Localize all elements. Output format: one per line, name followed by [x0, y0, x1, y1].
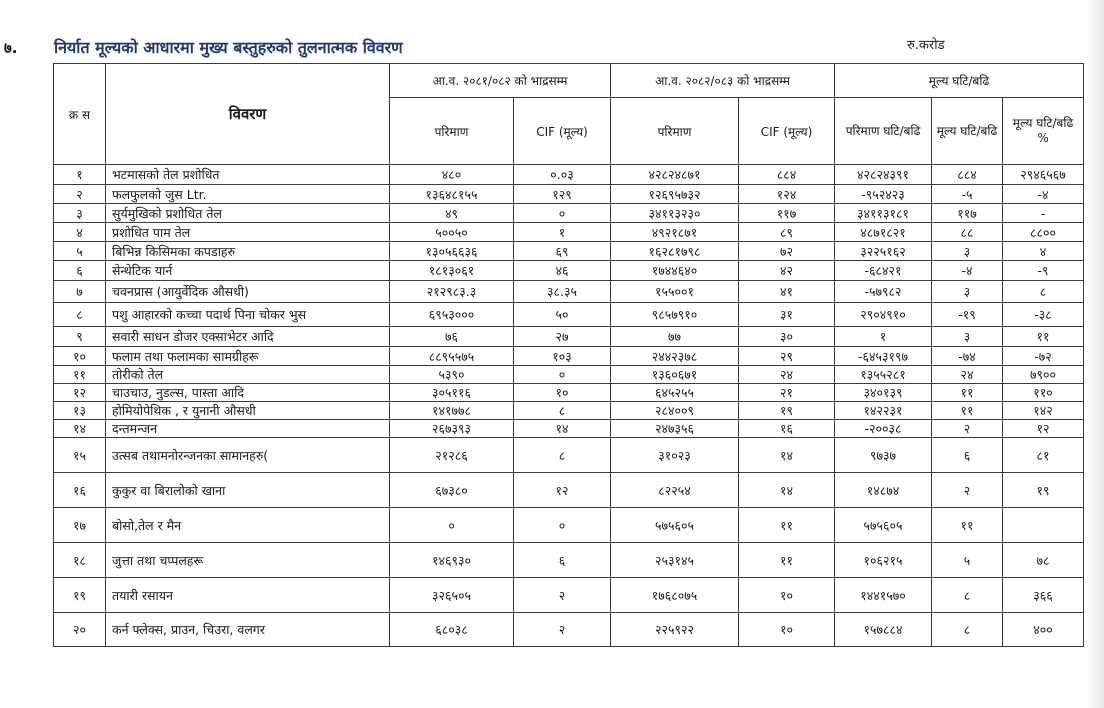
value-change-pct-cell: १९ [1003, 473, 1084, 508]
prev-qty-cell: ८८९५५७५ [390, 347, 514, 366]
qty-change-cell: -६८४२१ [835, 261, 932, 281]
description-cell: दन्तमन्जन [106, 420, 390, 438]
serial-cell: ६ [54, 261, 106, 281]
header-prev-qty: परिमाण [390, 98, 514, 165]
description-cell: फलाम तथा फलामका सामग्रीहरू [106, 347, 390, 366]
serial-cell: १७ [54, 508, 106, 543]
curr-qty-cell: १२६९५७३२ [611, 185, 739, 204]
prev-qty-cell: २६७३९३ [390, 420, 514, 438]
table-row [54, 578, 1084, 613]
value-change-cell: ८८४ [932, 165, 1003, 185]
qty-change-cell: -५७९८२ [835, 281, 932, 303]
value-change-cell: ५ [932, 543, 1003, 578]
curr-cif-cell: ८९ [739, 223, 835, 242]
curr-cif-cell: ४२ [739, 261, 835, 281]
qty-change-cell: २९०४९१० [835, 303, 932, 327]
value-change-cell: ३ [932, 327, 1003, 347]
prev-cif-cell: ४६ [514, 261, 611, 281]
value-change-pct-cell: ७८ [1003, 543, 1084, 578]
description-cell: तोरीको तेल [106, 366, 390, 384]
description-cell: सवारी साधन डोजर एक्साभेटर आदि [106, 327, 390, 347]
qty-change-cell: -२००३८ [835, 420, 932, 438]
value-change-cell: ११ [932, 508, 1003, 543]
description-cell: चाउचाउ, नुडल्स, पास्ता आदि [106, 384, 390, 402]
curr-cif-cell: ११७ [739, 204, 835, 223]
prev-cif-cell: ६९ [514, 242, 611, 261]
prev-qty-cell: ६८०३८ [390, 613, 514, 647]
qty-change-cell: -९५२४२३ [835, 185, 932, 204]
curr-qty-cell: ९८५७९१० [611, 303, 739, 327]
description-cell: बोसो,तेल र मैन [106, 508, 390, 543]
curr-cif-cell: ३१ [739, 303, 835, 327]
description-cell: कर्न फ्लेक्स, प्राउन, चिउरा, वलगर [106, 613, 390, 647]
curr-qty-cell: २४४२३७८ [611, 347, 739, 366]
value-change-pct-cell: ८१ [1003, 438, 1084, 473]
serial-cell: १४ [54, 420, 106, 438]
curr-cif-cell: १४ [739, 438, 835, 473]
value-change-pct-cell: १२ [1003, 420, 1084, 438]
curr-cif-cell: १० [739, 613, 835, 647]
curr-cif-cell: १० [739, 578, 835, 613]
header-prev-cif: CIF (मूल्य) [514, 98, 611, 165]
value-change-cell: -७४ [932, 347, 1003, 366]
prev-cif-cell: ८ [514, 402, 611, 420]
table-row [54, 204, 1084, 223]
description-cell: चवनप्रास (आयुर्वेदिक औसधी) [106, 281, 390, 303]
table-row [54, 366, 1084, 384]
curr-cif-cell: २४ [739, 366, 835, 384]
value-change-pct-cell: ८८०० [1003, 223, 1084, 242]
table-row [54, 303, 1084, 327]
header-qty-change: परिमाण घटि/बढि [835, 98, 932, 165]
page-edge-shadow [1086, 0, 1104, 708]
serial-cell: ५ [54, 242, 106, 261]
curr-qty-cell: १७४४६४० [611, 261, 739, 281]
table-row [54, 473, 1084, 508]
serial-cell: ११ [54, 366, 106, 384]
qty-change-cell: ३४११३१८१ [835, 204, 932, 223]
value-change-cell: ११ [932, 402, 1003, 420]
prev-cif-cell: ८ [514, 438, 611, 473]
value-change-pct-cell: २९४६५६७ [1003, 165, 1084, 185]
header-value-change-pct: मूल्य घटि/बढि % [1003, 98, 1084, 165]
header-value-change: मूल्य घटि/बढि [932, 98, 1003, 165]
table-row [54, 384, 1084, 402]
curr-qty-cell: ७७ [611, 327, 739, 347]
curr-cif-cell: २९ [739, 347, 835, 366]
table-body [54, 165, 1084, 647]
prev-qty-cell: १३६४८१५५ [390, 185, 514, 204]
value-change-pct-cell: ४ [1003, 242, 1084, 261]
value-change-cell: -५ [932, 185, 1003, 204]
value-change-pct-cell: ११ [1003, 327, 1084, 347]
curr-qty-cell: ४२८२४८७१ [611, 165, 739, 185]
curr-qty-cell: ५७५६०५ [611, 508, 739, 543]
prev-cif-cell: २ [514, 613, 611, 647]
curr-qty-cell: २८४००९ [611, 402, 739, 420]
serial-cell: १८ [54, 543, 106, 578]
curr-qty-cell: १६२८१७९८ [611, 242, 739, 261]
table-row [54, 223, 1084, 242]
table-row [54, 438, 1084, 473]
serial-cell: १३ [54, 402, 106, 420]
prev-qty-cell: ४९ [390, 204, 514, 223]
value-change-cell: ११ [932, 384, 1003, 402]
header-curr-qty: परिमाण [611, 98, 739, 165]
prev-qty-cell: ५३९० [390, 366, 514, 384]
description-cell: तयारी रसायन [106, 578, 390, 613]
qty-change-cell: १५७८८४ [835, 613, 932, 647]
prev-cif-cell: १० [514, 384, 611, 402]
prev-cif-cell: ५० [514, 303, 611, 327]
curr-qty-cell: २४७३५६ [611, 420, 739, 438]
prev-qty-cell: ५००५० [390, 223, 514, 242]
value-change-cell: -१९ [932, 303, 1003, 327]
prev-cif-cell: १२९ [514, 185, 611, 204]
prev-qty-cell: ३२६५०५ [390, 578, 514, 613]
header-group-curr-year: आ.व. २०८२/०८३ को भाद्रसम्म [611, 64, 835, 98]
value-change-pct-cell: १४२ [1003, 402, 1084, 420]
value-change-pct-cell: -४ [1003, 185, 1084, 204]
value-change-cell: ६ [932, 438, 1003, 473]
curr-qty-cell: २५३१४५ [611, 543, 739, 578]
value-change-pct-cell: -३८ [1003, 303, 1084, 327]
value-change-pct-cell: ३६६ [1003, 578, 1084, 613]
table-row [54, 281, 1084, 303]
page-title: निर्यात मूल्यको आधारमा मुख्य बस्तुहरुको तुलनात्मक विवरण [54, 38, 403, 57]
header-serial: क्र स [54, 64, 106, 165]
table-row [54, 402, 1084, 420]
serial-cell: १० [54, 347, 106, 366]
prev-cif-cell: ६ [514, 543, 611, 578]
description-cell: प्रशोधित पाम तेल [106, 223, 390, 242]
prev-cif-cell: १०३ [514, 347, 611, 366]
value-change-cell: ३ [932, 242, 1003, 261]
prev-cif-cell: ० [514, 204, 611, 223]
description-cell: फलफुलको जुस Ltr. [106, 185, 390, 204]
header-curr-cif: CIF (मूल्य) [739, 98, 835, 165]
table-row [54, 508, 1084, 543]
prev-cif-cell: ३८.३५ [514, 281, 611, 303]
description-cell: होमियोपेथिक , र युनानी औसधी [106, 402, 390, 420]
export-comparison-table [53, 63, 1084, 647]
curr-cif-cell: ४१ [739, 281, 835, 303]
curr-cif-cell: ११ [739, 508, 835, 543]
value-change-pct-cell: ८ [1003, 281, 1084, 303]
unit-label: रु.करोड [907, 38, 945, 53]
value-change-cell: ३ [932, 281, 1003, 303]
table-row [54, 347, 1084, 366]
qty-change-cell: १०६२१५ [835, 543, 932, 578]
prev-cif-cell: ०.०३ [514, 165, 611, 185]
curr-cif-cell: १४ [739, 473, 835, 508]
description-cell: भटमासको तेल प्रशोधित [106, 165, 390, 185]
prev-qty-cell: १३०५६६३६ [390, 242, 514, 261]
serial-cell: ९ [54, 327, 106, 347]
qty-change-cell: १ [835, 327, 932, 347]
qty-change-cell: १३५५२८१ [835, 366, 932, 384]
value-change-cell: २ [932, 473, 1003, 508]
qty-change-cell: ३२२५१६२ [835, 242, 932, 261]
qty-change-cell: १४२२३१ [835, 402, 932, 420]
qty-change-cell: ३४०१३९ [835, 384, 932, 402]
prev-qty-cell: ६९५३००० [390, 303, 514, 327]
prev-qty-cell: २१२९८३.३ [390, 281, 514, 303]
prev-qty-cell: ७६ [390, 327, 514, 347]
prev-qty-cell: ३०५११६ [390, 384, 514, 402]
serial-cell: १५ [54, 438, 106, 473]
serial-cell: ८ [54, 303, 106, 327]
value-change-pct-cell: -९ [1003, 261, 1084, 281]
curr-cif-cell: १२४ [739, 185, 835, 204]
value-change-cell: -४ [932, 261, 1003, 281]
prev-cif-cell: १४ [514, 420, 611, 438]
prev-cif-cell: २७ [514, 327, 611, 347]
qty-change-cell: ४८७१८२१ [835, 223, 932, 242]
value-change-cell: ८ [932, 613, 1003, 647]
prev-cif-cell: ० [514, 366, 611, 384]
prev-cif-cell: १ [514, 223, 611, 242]
qty-change-cell: ५७५६०५ [835, 508, 932, 543]
prev-qty-cell: २१२८६ [390, 438, 514, 473]
value-change-cell: ८८ [932, 223, 1003, 242]
description-cell: जुत्ता तथा चप्पलहरू [106, 543, 390, 578]
description-cell: कुकुर वा बिरालोको खाना [106, 473, 390, 508]
header-group-change: मूल्य घटि/बढि [835, 64, 1084, 98]
curr-cif-cell: ११ [739, 543, 835, 578]
qty-change-cell: १४४१५७० [835, 578, 932, 613]
value-change-pct-cell: -७२ [1003, 347, 1084, 366]
prev-cif-cell: २ [514, 578, 611, 613]
description-cell: पशु आहारको कच्चा पदार्थ पिना चोकर भुस [106, 303, 390, 327]
prev-qty-cell: ४८० [390, 165, 514, 185]
curr-cif-cell: १६ [739, 420, 835, 438]
serial-cell: २० [54, 613, 106, 647]
section-number: ७. [4, 39, 18, 57]
qty-change-cell: -६४५३१९७ [835, 347, 932, 366]
value-change-pct-cell: ४०० [1003, 613, 1084, 647]
serial-cell: २ [54, 185, 106, 204]
value-change-pct-cell [1003, 508, 1084, 543]
value-change-cell: ८ [932, 578, 1003, 613]
curr-qty-cell: ८२२५४ [611, 473, 739, 508]
serial-cell: ७ [54, 281, 106, 303]
table-row [54, 261, 1084, 281]
serial-cell: ४ [54, 223, 106, 242]
value-change-pct-cell: ११० [1003, 384, 1084, 402]
curr-qty-cell: १५५००१ [611, 281, 739, 303]
curr-cif-cell: २१ [739, 384, 835, 402]
curr-qty-cell: ६४५२५५ [611, 384, 739, 402]
value-change-cell: ११७ [932, 204, 1003, 223]
prev-qty-cell: १४६९३० [390, 543, 514, 578]
description-cell: सुर्यमुखिको प्रशोधित तेल [106, 204, 390, 223]
table-row [54, 165, 1084, 185]
value-change-pct-cell: - [1003, 204, 1084, 223]
value-change-cell: २ [932, 420, 1003, 438]
serial-cell: ३ [54, 204, 106, 223]
description-cell: उत्सब तथामनोरन्जनका सामानहरु( [106, 438, 390, 473]
table-row [54, 420, 1084, 438]
serial-cell: १९ [54, 578, 106, 613]
prev-qty-cell: ० [390, 508, 514, 543]
prev-qty-cell: ६७३८० [390, 473, 514, 508]
table-row [54, 242, 1084, 261]
qty-change-cell: ९७३७ [835, 438, 932, 473]
curr-qty-cell: ३१०२३ [611, 438, 739, 473]
qty-change-cell: ४२८२४३९१ [835, 165, 932, 185]
table-row [54, 543, 1084, 578]
value-change-cell: २४ [932, 366, 1003, 384]
curr-cif-cell: ७२ [739, 242, 835, 261]
serial-cell: १ [54, 165, 106, 185]
prev-cif-cell: ० [514, 508, 611, 543]
curr-cif-cell: ३० [739, 327, 835, 347]
prev-qty-cell: १८१३०६१ [390, 261, 514, 281]
curr-qty-cell: १३६०६७१ [611, 366, 739, 384]
curr-qty-cell: ४९२१८७१ [611, 223, 739, 242]
qty-change-cell: १४८७४ [835, 473, 932, 508]
curr-qty-cell: १७६८०७५ [611, 578, 739, 613]
prev-cif-cell: १२ [514, 473, 611, 508]
table-row [54, 613, 1084, 647]
description-cell: बिभिन्न किसिमका कपडाहरु [106, 242, 390, 261]
serial-cell: १२ [54, 384, 106, 402]
value-change-pct-cell: ७९०० [1003, 366, 1084, 384]
curr-qty-cell: ३४११३२३० [611, 204, 739, 223]
header-description: विवरण [106, 64, 390, 165]
curr-qty-cell: २२५९२२ [611, 613, 739, 647]
description-cell: सेन्थेटिक यार्न [106, 261, 390, 281]
curr-cif-cell: १९ [739, 402, 835, 420]
header-group-prev-year: आ.व. २०८१/०८२ को भाद्रसम्म [390, 64, 611, 98]
table-row [54, 185, 1084, 204]
serial-cell: १६ [54, 473, 106, 508]
curr-cif-cell: ८८४ [739, 165, 835, 185]
table-row [54, 327, 1084, 347]
prev-qty-cell: १४१७७८ [390, 402, 514, 420]
